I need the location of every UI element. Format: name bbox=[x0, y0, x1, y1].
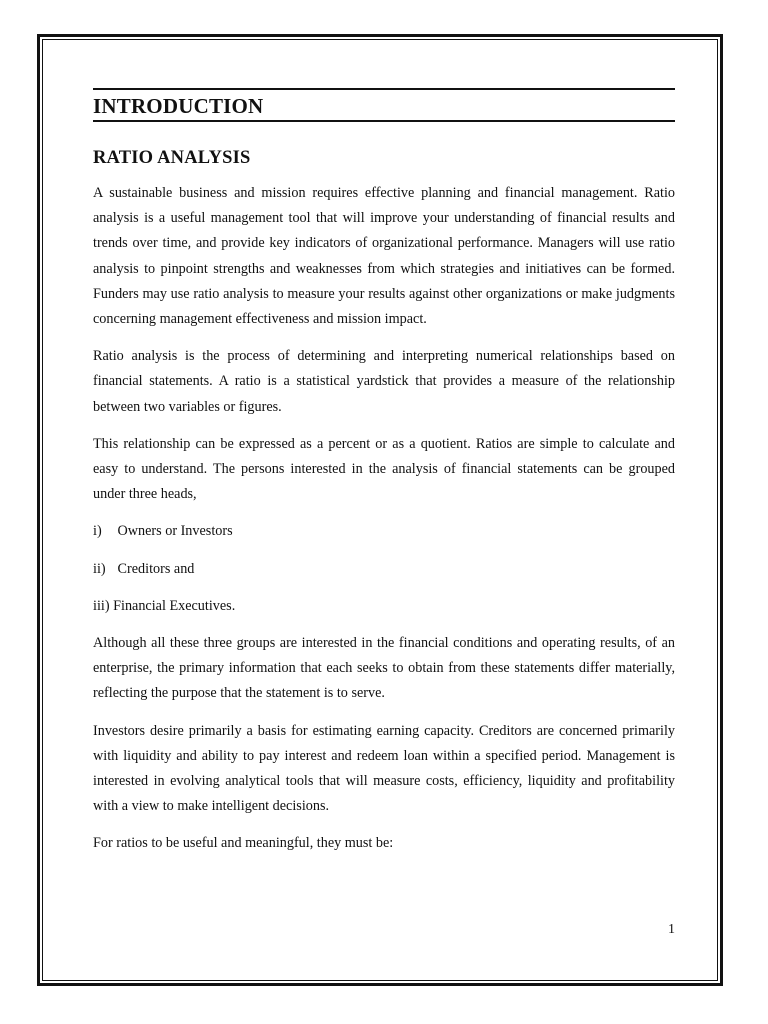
list-number: iii) bbox=[93, 597, 114, 614]
list-number: ii) bbox=[93, 560, 106, 577]
list-item bbox=[93, 519, 675, 544]
paragraph: For ratios to be useful and meaningful, they must be: bbox=[93, 835, 394, 852]
paragraph: This relationship can be expressed as a percent or as a quotient. Ratios are simple to calculate and easy to understand. The persons interested in the analysis of financial statements can be grouped under three heads, bbox=[93, 435, 675, 503]
list-text: Creditors and bbox=[117, 560, 195, 577]
section-title: RATIO ANALYSIS bbox=[93, 148, 251, 168]
heading-rule-bottom bbox=[93, 120, 675, 122]
paragraph: Although all these three groups are interested in the financial conditions and operating results, of an enterprise, the primary information that each seeks to obtain from these statements differ materially, reflecting the purpose that the statement is to serve. bbox=[93, 635, 675, 702]
list-text: Financial Executives. bbox=[113, 597, 236, 614]
paragraph: Investors desire primarily a basis for estimating earning capacity. Creditors are concerned primarily with liquidity and ability to pay interest and redeem loan within a specified period. Management is interested in evolving analytical tools that will measure costs, efficiency, liquidity and profitability with a view to make intelligent decisions. bbox=[93, 722, 675, 815]
document-body bbox=[93, 88, 675, 869]
list-item bbox=[93, 594, 675, 619]
page-title: INTRODUCTION bbox=[93, 94, 264, 118]
paragraph: Ratio analysis is the process of determining and interpreting numerical relationships based on financial statements. A ratio is a statistical yardstick that provides a measure of the relationship between two variables or figures. bbox=[93, 348, 675, 415]
page-number: 1 bbox=[668, 922, 675, 937]
paragraph: A sustainable business and mission requires effective planning and financial management. Ratio analysis is a useful management tool that will improve your understanding of financial results and trends over time, and provide key indicators of organizational performance. Managers will use ratio analysis to pinpoint strengths and weaknesses from which strategies and initiatives can be formed. Funders may use ratio analysis to measure your results against other organizations or make judgments concerning management effectiveness and mission impact. bbox=[93, 185, 675, 328]
list-number: i) bbox=[93, 523, 102, 540]
list-item bbox=[93, 557, 675, 582]
list-text: Owners or Investors bbox=[117, 523, 233, 540]
